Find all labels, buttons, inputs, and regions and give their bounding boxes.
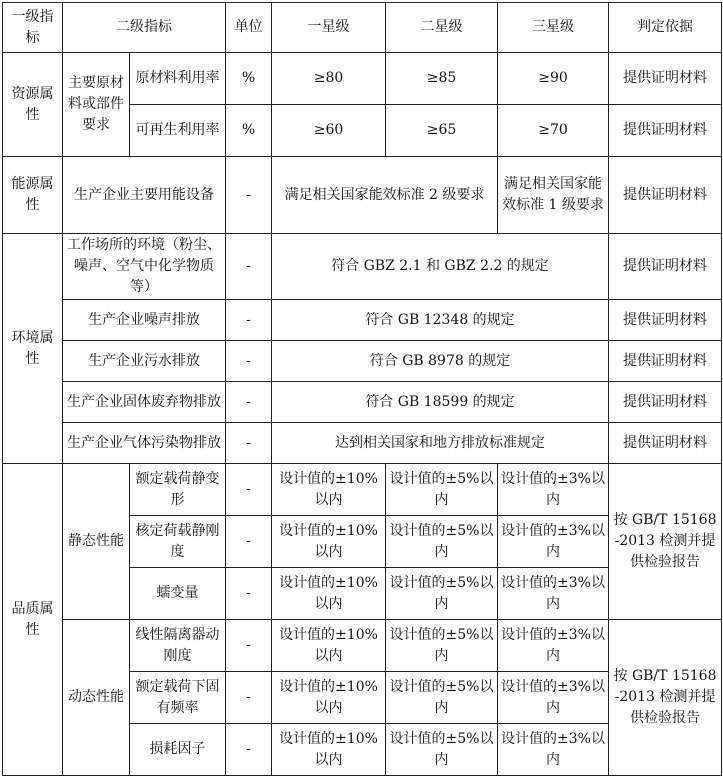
requirement-cell: 符合 GB 12348 的规定 <box>272 300 609 341</box>
indicator-name: 生产企业污水排放 <box>63 341 226 382</box>
group-resource: 主要原材料或部件要求 <box>63 53 130 157</box>
indicator-name: 生产企业气体污染物排放 <box>63 423 226 464</box>
star2-cell: 设计值的±5%以内 <box>386 568 498 620</box>
category-resource: 资源属性 <box>3 53 63 157</box>
basis-cell: 提供证明材料 <box>609 382 722 423</box>
requirement-cell: 达到相关国家和地方排放标准规定 <box>272 423 609 464</box>
requirement-cell: 符合 GBZ 2.1 和 GBZ 2.2 的规定 <box>272 234 609 300</box>
table-row <box>3 234 722 300</box>
table-row <box>3 423 722 464</box>
unit-cell: - <box>226 423 272 464</box>
unit-cell: % <box>226 105 272 157</box>
star1-cell: 设计值的±10%以内 <box>272 724 386 776</box>
table-row <box>3 464 722 516</box>
star3-cell: 设计值的±3%以内 <box>498 724 609 776</box>
star2-cell: 设计值的±5%以内 <box>386 620 498 672</box>
unit-cell: - <box>226 568 272 620</box>
star3-cell: 设计值的±3%以内 <box>498 516 609 568</box>
unit-cell: - <box>226 620 272 672</box>
table-row <box>3 300 722 341</box>
indicator-name: 额定载荷静变形 <box>130 464 226 516</box>
indicator-name: 可再生利用率 <box>130 105 226 157</box>
star1-cell: 设计值的±10%以内 <box>272 516 386 568</box>
indicator-name: 核定荷载静刚度 <box>130 516 226 568</box>
star1-cell: 设计值的±10%以内 <box>272 672 386 724</box>
header-unit: 单位 <box>226 3 272 53</box>
star1-cell: ≥60 <box>272 105 386 157</box>
table-row <box>3 620 722 672</box>
star2-cell: 设计值的±5%以内 <box>386 516 498 568</box>
star2-cell: ≥85 <box>386 53 498 105</box>
star1-cell: ≥80 <box>272 53 386 105</box>
header-star3: 三星级 <box>498 3 609 53</box>
unit-cell: - <box>226 516 272 568</box>
category-energy: 能源属性 <box>3 157 63 234</box>
header-star2: 二星级 <box>386 3 498 53</box>
basis-cell: 提供证明材料 <box>609 234 722 300</box>
unit-cell: - <box>226 382 272 423</box>
unit-cell: - <box>226 672 272 724</box>
indicator-name: 蠕变量 <box>130 568 226 620</box>
table-row <box>3 341 722 382</box>
unit-cell: - <box>226 341 272 382</box>
star2-cell: 设计值的±5%以内 <box>386 464 498 516</box>
requirement-cell: 符合 GB 18599 的规定 <box>272 382 609 423</box>
star12-cell: 满足相关国家能效标准 2 级要求 <box>272 157 498 234</box>
indicator-name: 生产企业噪声排放 <box>63 300 226 341</box>
unit-cell: - <box>226 464 272 516</box>
star1-cell: 设计值的±10%以内 <box>272 568 386 620</box>
unit-cell: - <box>226 300 272 341</box>
basis-cell: 提供证明材料 <box>609 300 722 341</box>
basis-cell: 提供证明材料 <box>609 53 722 105</box>
category-environment: 环境属性 <box>3 234 63 464</box>
indicator-name: 生产企业固体废弃物排放 <box>63 382 226 423</box>
table-row <box>3 53 722 105</box>
indicator-name: 损耗因子 <box>130 724 226 776</box>
unit-cell: % <box>226 53 272 105</box>
basis-cell: 按 GB/T 15168-2013 检测并提供检验报告 <box>609 620 722 776</box>
star2-cell: 设计值的±5%以内 <box>386 724 498 776</box>
indicator-name: 额定载荷下固有频率 <box>130 672 226 724</box>
unit-cell: - <box>226 724 272 776</box>
group-static: 静态性能 <box>63 464 130 620</box>
star3-cell: 设计值的±3%以内 <box>498 464 609 516</box>
star3-cell: 设计值的±3%以内 <box>498 568 609 620</box>
star2-cell: ≥65 <box>386 105 498 157</box>
unit-cell: - <box>226 234 272 300</box>
basis-cell: 提供证明材料 <box>609 105 722 157</box>
header-basis: 判定依据 <box>609 3 722 53</box>
basis-cell: 提供证明材料 <box>609 341 722 382</box>
evaluation-table <box>2 2 722 776</box>
category-quality: 品质属性 <box>3 464 63 776</box>
star1-cell: 设计值的±10%以内 <box>272 464 386 516</box>
star1-cell: 设计值的±10%以内 <box>272 620 386 672</box>
star3-cell: 满足相关国家能效标准 1 级要求 <box>498 157 609 234</box>
table-row <box>3 157 722 234</box>
star3-cell: ≥70 <box>498 105 609 157</box>
basis-cell: 按 GB/T 15168-2013 检测并提供检验报告 <box>609 464 722 620</box>
indicator-name: 原材料利用率 <box>130 53 226 105</box>
indicator-name: 线性隔离器动刚度 <box>130 620 226 672</box>
star3-cell: ≥90 <box>498 53 609 105</box>
header-star1: 一星级 <box>272 3 386 53</box>
unit-cell: - <box>226 157 272 234</box>
star2-cell: 设计值的±5%以内 <box>386 672 498 724</box>
star3-cell: 设计值的±3%以内 <box>498 620 609 672</box>
header-row <box>3 3 722 53</box>
indicator-name: 生产企业主要用能设备 <box>63 157 226 234</box>
header-level2: 二级指标 <box>63 3 226 53</box>
table-row <box>3 382 722 423</box>
basis-cell: 提供证明材料 <box>609 157 722 234</box>
header-level1: 一级指标 <box>3 3 63 53</box>
star3-cell: 设计值的±3%以内 <box>498 672 609 724</box>
requirement-cell: 符合 GB 8978 的规定 <box>272 341 609 382</box>
group-dynamic: 动态性能 <box>63 620 130 776</box>
basis-cell: 提供证明材料 <box>609 423 722 464</box>
indicator-name: 工作场所的环境（粉尘、噪声、空气中化学物质等） <box>63 234 226 300</box>
